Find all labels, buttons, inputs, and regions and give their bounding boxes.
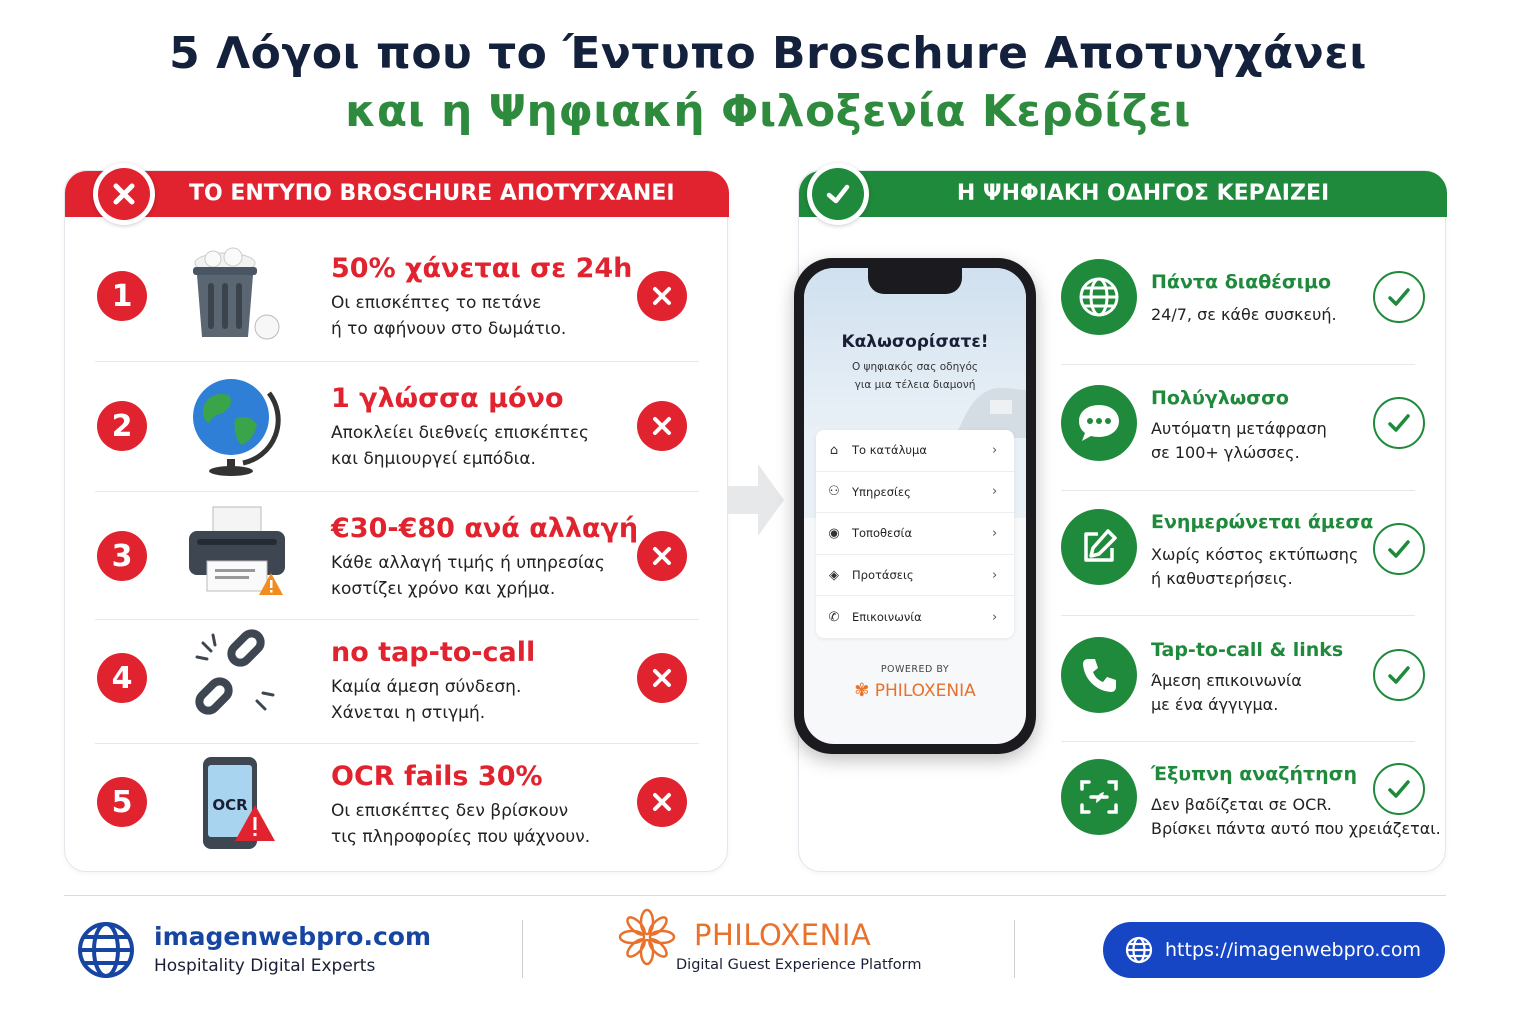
row-title: no tap-to-call [331,637,536,668]
check-icon [812,168,864,220]
footer-divider-vertical [522,920,523,978]
page-title-line1: 5 Λόγοι που το Έντυπο Broschure Αποτυγχάνει [169,28,1367,79]
phone-mockup [794,258,1036,754]
phone-ocr-icon [183,753,293,853]
divider [1061,490,1415,491]
footer-brand-subtitle: Digital Guest Experience Platform [676,957,922,973]
feature-text-1: Χωρίς κόστος εκτύπωσης [1151,545,1359,564]
feature-title: Tap-to-call & links [1151,639,1344,661]
feature-title: Πολύγλωσσο [1151,387,1289,409]
menu-item-suggestions[interactable] [816,555,1014,597]
left-panel [64,170,728,872]
x-icon [637,401,687,451]
row-number: 5 [97,777,147,827]
footer-site-subtitle: Hospitality Digital Experts [154,956,376,976]
menu-item-label: Προτάσεις [852,568,914,583]
fail-row-5 [65,743,729,867]
feature-title: Έξυπνη αναζήτηση [1151,763,1358,785]
globe-icon [1061,259,1137,335]
fail-row-1 [65,233,729,357]
menu-item-services[interactable] [816,472,1014,514]
right-banner: Η ΨΗΦΙΑΚΗ ΟΔΗΓΟΣ ΚΕΡΔΙΖΕΙ [799,171,1447,217]
check-icon [1373,763,1425,815]
row-text-2: κοστίζει χρόνο και χρήμα. [331,579,556,599]
footer-site-link[interactable]: imagenwebpro.com [154,922,432,951]
phone-icon: ✆ [828,609,840,625]
fail-row-2 [65,363,729,487]
ocr-label: OCR [212,796,248,814]
row-text-1: Αποκλείει διεθνείς επισκέπτες [331,423,589,443]
row-title: €30-€80 ανά αλλαγή [331,513,639,544]
left-banner: ΤΟ ΕΝΤΥΠΟ BROSCHURE ΑΠΟΤΥΓΧΑΝΕΙ [65,171,729,217]
check-icon [1373,523,1425,575]
row-text-2: ή το αφήνουν στο δωμάτιο. [331,319,567,339]
users-icon: ⚇ [828,484,840,500]
website-url-label: https://imagenwebpro.com [1165,939,1421,961]
row-number: 1 [97,271,147,321]
phone-screen [804,268,1026,744]
edit-icon [1061,509,1137,585]
flower-logo-icon: ✾ [854,680,870,701]
phone-menu [816,430,1014,638]
row-text-1: Οι επισκέπτες το πετάνε [331,293,542,313]
check-icon [1373,271,1425,323]
menu-item-location[interactable] [816,513,1014,555]
feature-text-2: Βρίσκει πάντα αυτό που χρειάζεται. [1151,819,1441,838]
divider [95,491,699,492]
printer-icon [183,503,293,603]
phone-call-icon [1061,637,1137,713]
feature-text-2: σε 100+ γλώσσες. [1151,443,1300,462]
chevron-right-icon: › [992,525,998,541]
menu-item-label: Επικοινωνία [852,610,922,625]
row-title: 1 γλώσσα μόνο [331,383,564,414]
row-number: 4 [97,653,147,703]
x-icon [637,271,687,321]
win-row-5 [799,743,1447,867]
phone-brand-name: PHILOXENIA [874,681,976,701]
menu-item-accommodation[interactable] [816,430,1014,472]
fail-row-3 [65,493,729,617]
chevron-right-icon: › [992,484,998,500]
x-icon [637,653,687,703]
row-title: OCR fails 30% [331,761,543,792]
check-icon [1373,397,1425,449]
chevron-right-icon: › [992,609,998,625]
chevron-right-icon: › [992,567,998,583]
menu-item-label: Τοποθεσία [852,526,913,541]
phone-notch [868,268,962,294]
feature-text-1: Δεν βαδίζεται σε OCR. [1151,795,1332,814]
phone-brand [804,680,1026,701]
divider [1061,364,1415,365]
powered-by-label: POWERED BY [880,664,950,675]
location-pin-icon: ◉ [828,525,840,541]
divider [1061,615,1415,616]
welcome-subtitle-line1: Ο ψηφιακός σας οδηγός [851,361,979,373]
divider [95,361,699,362]
trash-can-icon [183,245,293,345]
fail-badge [93,163,155,225]
footer-brand: PHILOXENIA [694,918,872,952]
welcome-subtitle [804,358,1026,394]
feature-title: Πάντα διαθέσιμο [1151,271,1332,293]
chat-bubble-icon [1061,385,1137,461]
flower-logo-icon [618,908,676,970]
row-text-2: και δημιουργεί εμπόδια. [331,449,536,469]
row-number: 3 [97,531,147,581]
row-title: 50% χάνεται σε 24h [331,253,633,284]
row-text-1: Οι επισκέπτες δεν βρίσκουν [331,801,569,821]
welcome-title: Καλωσορίσατε! [841,332,989,352]
x-icon [637,777,687,827]
row-text-1: Κάθε αλλαγή τιμής ή υπηρεσίας [331,553,605,573]
feature-text-1: Άμεση επικοινωνία [1151,671,1302,690]
divider [1061,741,1415,742]
check-icon [1373,649,1425,701]
row-text-1: Καμία άμεση σύνδεση. [331,677,522,697]
feature-title: Ενημερώνεται άμεσα [1151,511,1374,533]
home-icon: ⌂ [829,442,839,458]
feature-text-2: ή καθυστερήσεις. [1151,569,1293,588]
broken-link-icon [183,629,293,729]
tag-icon: ◈ [829,567,839,583]
footer-divider-vertical [1014,920,1015,978]
footer-divider [64,895,1446,896]
globe-icon [183,373,293,473]
fail-row-4 [65,619,729,743]
chevron-right-icon: › [992,442,998,458]
x-icon [637,531,687,581]
win-badge [807,163,869,225]
welcome-subtitle-line2: για μια τέλεια διαμονή [854,379,976,391]
row-text-2: τις πληροφορίες που ψάχνουν. [331,827,591,847]
website-url-button[interactable] [1103,922,1445,978]
scan-icon [1061,759,1137,835]
menu-item-label: Υπηρεσίες [852,484,911,499]
feature-text-1: Αυτόματη μετάφραση [1151,419,1327,438]
feature-text-2: με ένα άγγιγμα. [1151,695,1279,714]
x-icon [98,168,150,220]
arrow-right-icon [728,462,786,542]
row-text-2: Χάνεται η στιγμή. [331,703,486,723]
globe-icon [1125,936,1153,964]
footer-globe-icon [76,920,136,984]
menu-item-label: Το κατάλυμα [852,443,927,458]
page-title-line2: και η Ψηφιακή Φιλοξενία Κερδίζει [345,86,1191,137]
menu-item-contact[interactable] [816,596,1014,638]
row-number: 2 [97,401,147,451]
feature-text-1: 24/7, σε κάθε συσκευή. [1151,305,1337,324]
